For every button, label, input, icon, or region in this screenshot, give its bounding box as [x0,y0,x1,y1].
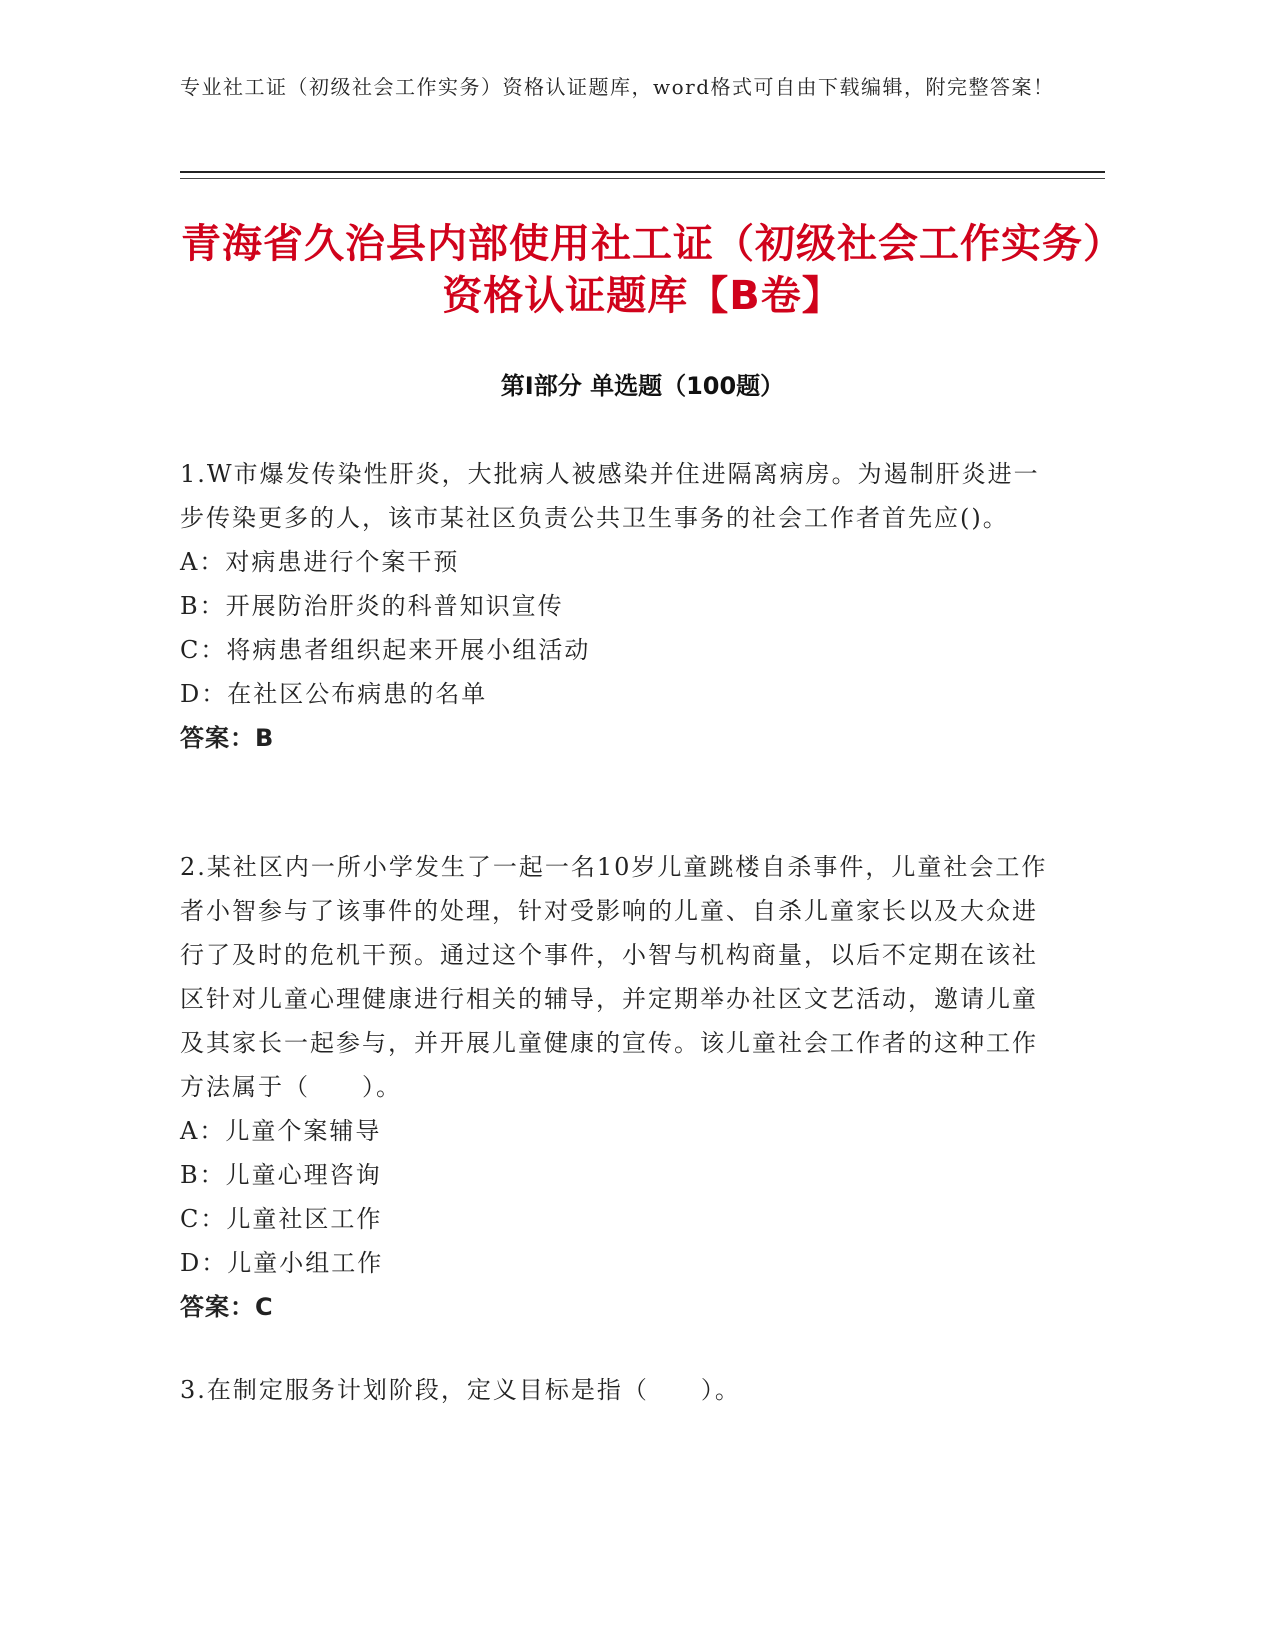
option-a: A：对病患进行个案干预 [180,548,460,576]
section-title: 第Ⅰ部分 单选题（100题） [500,372,785,400]
question-stem: 3.在制定服务计划阶段，定义目标是指（ ）。 [180,1376,741,1404]
header-divider-thick [180,171,1105,173]
option-c: C：儿童社区工作 [180,1205,383,1233]
header-divider-thin [180,178,1105,179]
header-note: 专业社工证（初级社会工作实务）资格认证题库，word格式可自由下载编辑，附完整答案！ [180,75,1055,99]
option-b: B：儿童心理咨询 [180,1161,382,1189]
option-a: A：儿童个案辅导 [180,1117,382,1145]
option-d: D：在社区公布病患的名单 [180,680,488,708]
document-title: 青海省久治县内部使用社工证（初级社会工作实务）资格认证题库【B卷】 [181,221,1104,319]
question-2 [180,845,1050,1329]
answer: 答案：C [180,1293,274,1321]
option-b: B：开展防治肝炎的科普知识宣传 [180,592,564,620]
question-3 [180,1368,1050,1412]
option-d: D：儿童小组工作 [180,1249,384,1277]
question-stem: 2.某社区内一所小学发生了一起一名10岁儿童跳楼自杀事件，儿童社会工作者小智参与了该事件的处理，针对受影响的儿童、自杀儿童家长以及大众进行了及时的危机干预。通过这个事件，小智与机构商量，以后不定期在该社区针对儿童心理健康进行相关的辅导，并定期举办社区文艺活动，邀请儿童及其家长一起参与，并开展儿童健康的宣传。该儿童社会工作者的这种工作方法属于（ ）。 [180,853,1048,1101]
answer: 答案：B [180,724,275,752]
option-c: C：将病患者组织起来开展小组活动 [180,636,591,664]
question-stem: 1.W市爆发传染性肝炎，大批病人被感染并住进隔离病房。为遏制肝炎进一步传染更多的人，该市某社区负责公共卫生事务的社会工作者首先应()。 [180,460,1040,532]
question-1 [180,452,1050,760]
